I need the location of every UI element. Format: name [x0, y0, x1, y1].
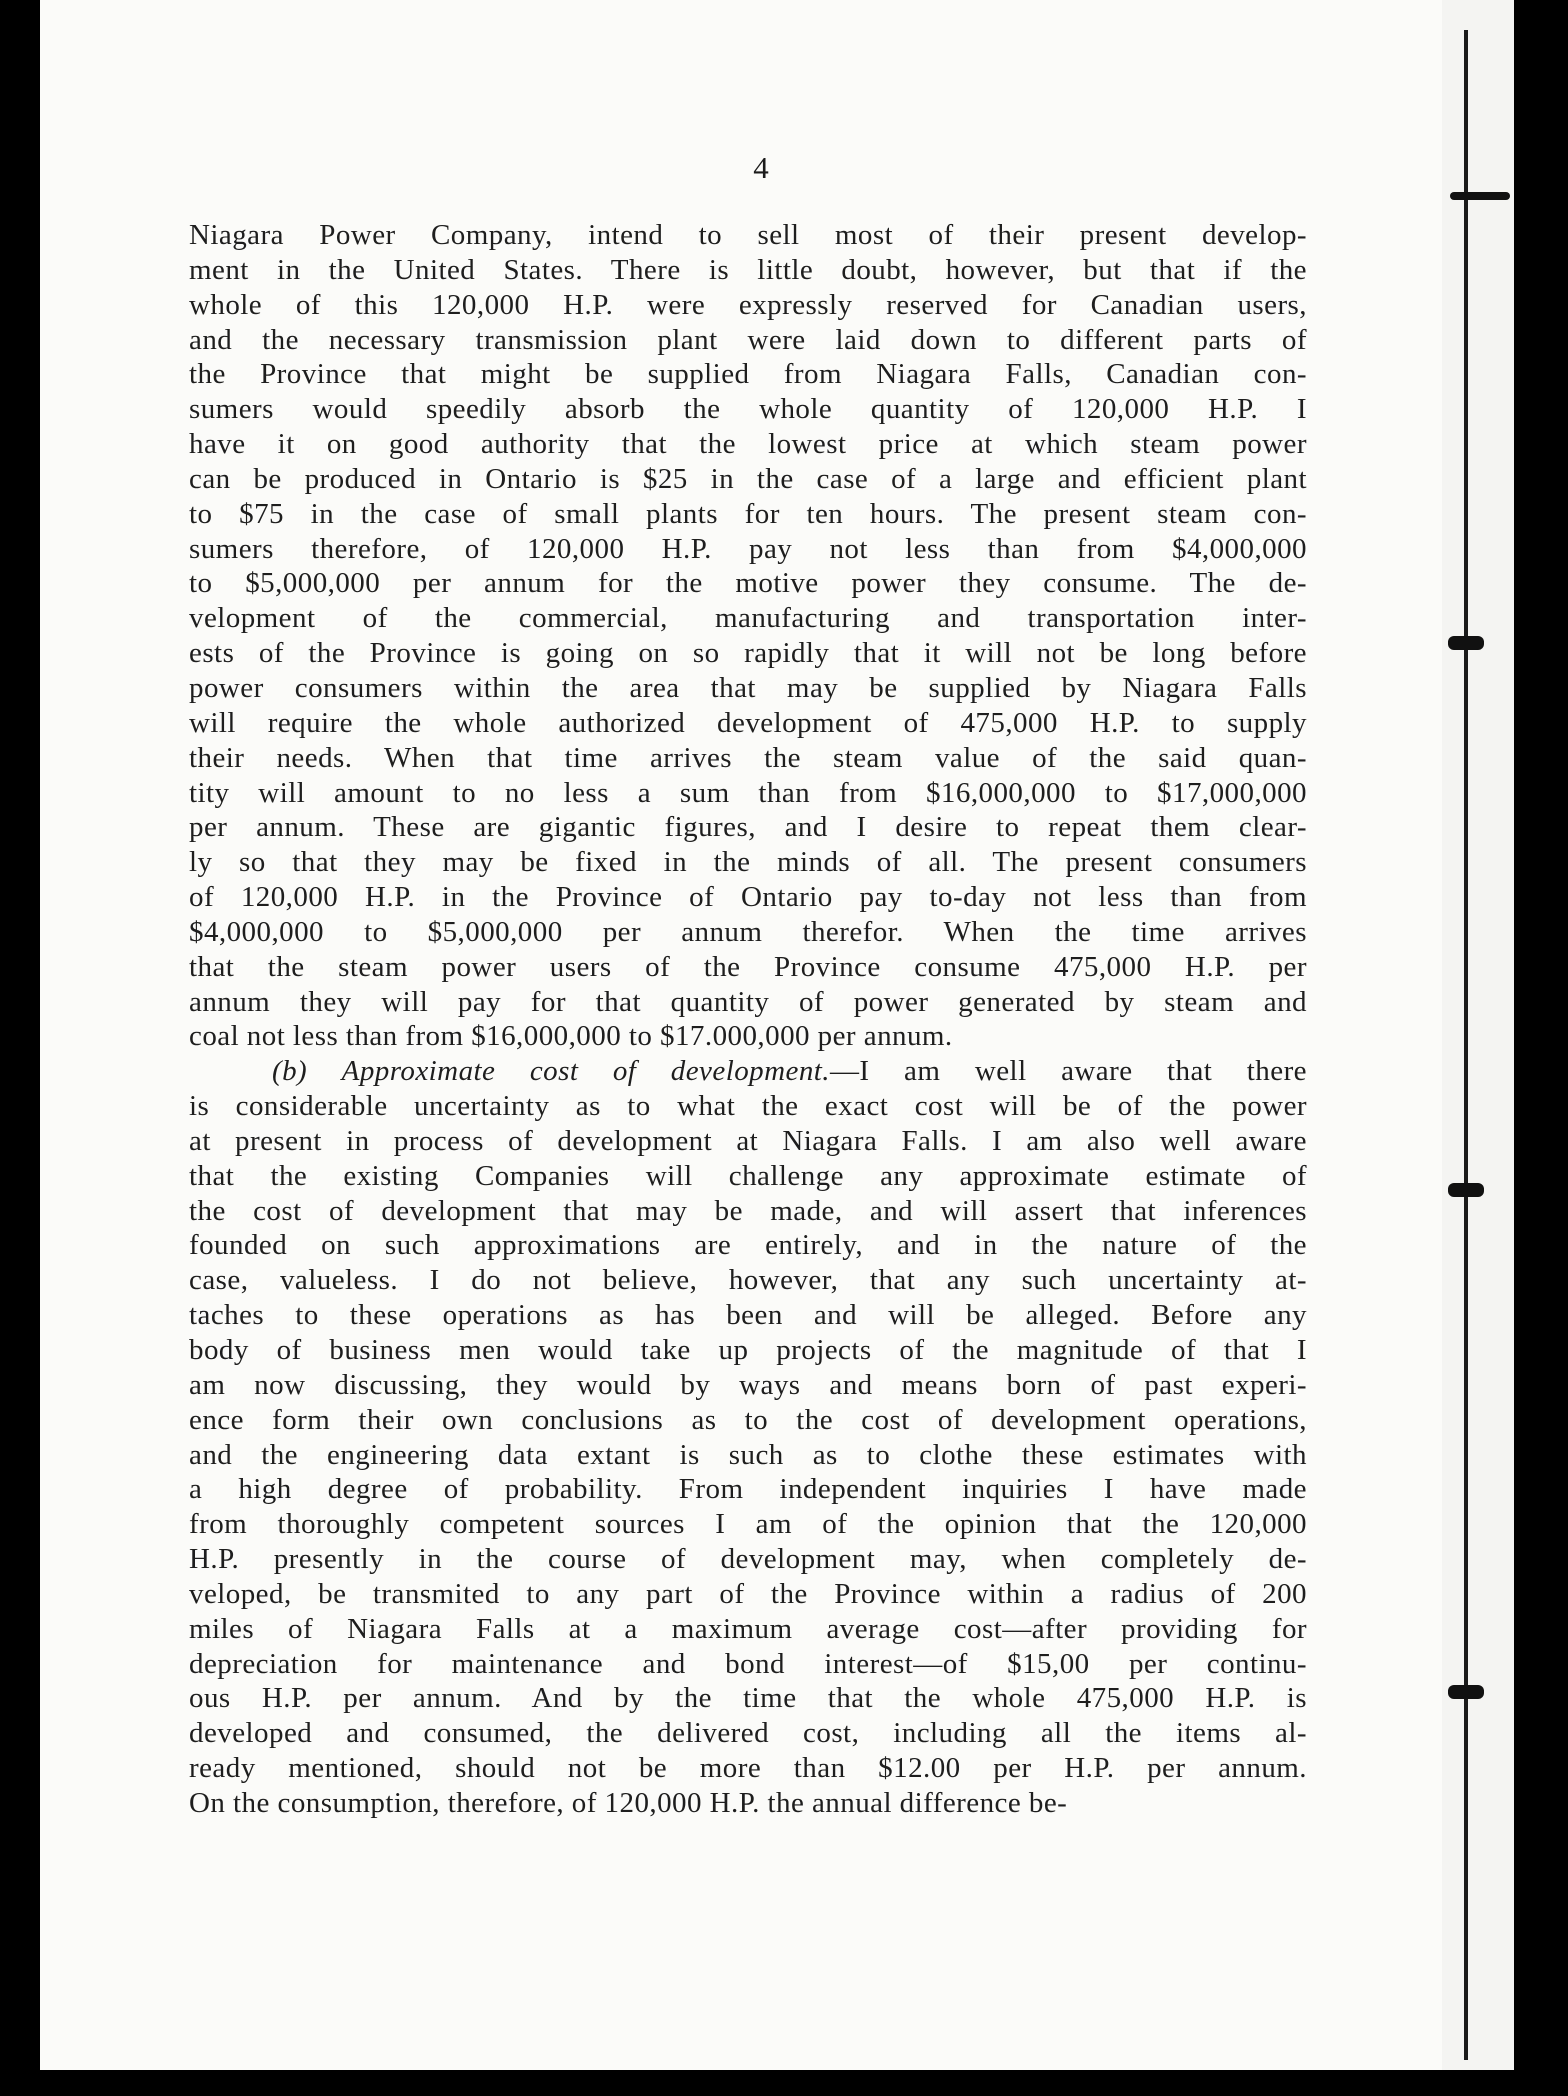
text-line: and the necessary transmission plant were laid down to different parts of [189, 323, 1307, 356]
document-page [40, 0, 1482, 2070]
text-line: $4,000,000 to $5,000,000 per annum therefor. When the time arrives [189, 915, 1307, 948]
page-number: 4 [753, 150, 769, 185]
text-line: from thoroughly competent sources I am of the opinion that the 120,000 [189, 1508, 1307, 1541]
text-line: the Province that might be supplied from Niagara Falls, Canadian con- [189, 358, 1307, 391]
text-line: will require the whole authorized development of 475,000 H.P. to supply [189, 706, 1307, 739]
text-line: per annum. These are gigantic figures, and I desire to repeat them clear- [189, 811, 1307, 844]
text-line: coal not less than from $16,000,000 to $17.000,000 per annum. [189, 1020, 953, 1053]
binding-stitch [1448, 1685, 1484, 1699]
text-line: miles of Niagara Falls at a maximum average cost—after providing for [189, 1612, 1307, 1645]
text-line: tity will amount to no less a sum than from $16,000,000 to $17,000,000 [189, 776, 1307, 809]
text-line: power consumers within the area that may be supplied by Niagara Falls [189, 671, 1307, 704]
text-line: to $75 in the case of small plants for ten hours. The present steam con- [189, 497, 1307, 530]
text-line: their needs. When that time arrives the steam value of the said quan- [189, 741, 1307, 774]
text-line: and the engineering data extant is such as to clothe these estimates with [189, 1438, 1307, 1471]
text-line: ence form their own conclusions as to the cost of development operations, [189, 1403, 1307, 1436]
text-line: that the existing Companies will challenge any approximate estimate of [189, 1159, 1307, 1192]
text-line: taches to these operations as has been and will be alleged. Before any [189, 1299, 1307, 1332]
text-line: founded on such approximations are entirely, and in the nature of the [189, 1229, 1307, 1262]
text-line: velopment of the commercial, manufacturing and transportation inter- [189, 602, 1307, 635]
text-line: H.P. presently in the course of development may, when completely de- [189, 1543, 1307, 1576]
text-line: sumers would speedily absorb the whole quantity of 120,000 H.P. I [189, 393, 1307, 426]
text-line: the cost of development that may be made, and will assert that inferences [189, 1194, 1307, 1227]
binding-spine [1464, 30, 1468, 2060]
binding-stitch [1450, 192, 1510, 200]
paragraph-heading-line [189, 1054, 1307, 1089]
text-line: developed and consumed, the delivered cost, including all the items al- [189, 1717, 1307, 1750]
text-line: ests of the Province is going on so rapidly that it will not be long before [189, 637, 1307, 670]
text-line: can be produced in Ontario is $25 in the case of a large and efficient plant [189, 462, 1307, 495]
text-line: ment in the United States. There is little doubt, however, but that if the [189, 253, 1307, 286]
text-line: have it on good authority that the lowest price at which steam power [189, 428, 1307, 461]
text-line: annum they will pay for that quantity of power generated by steam and [189, 985, 1307, 1018]
text-line: ready mentioned, should not be more than $12.00 per H.P. per annum. [189, 1752, 1307, 1785]
paragraph-title: Approximate cost of development. [341, 1055, 830, 1088]
text-line: Niagara Power Company, intend to sell most of their present develop- [189, 219, 1307, 251]
binding-stitch [1448, 636, 1484, 650]
text-line: ly so that they may be fixed in the minds of all. The present consumers [189, 846, 1307, 879]
text-line: body of business men would take up projects of the magnitude of that I [189, 1334, 1307, 1366]
binding-gutter [1442, 0, 1514, 2070]
text-line: sumers therefore, of 120,000 H.P. pay not less than from $4,000,000 [189, 532, 1307, 565]
text-line: depreciation for maintenance and bond interest—of $15,00 per continu- [189, 1647, 1307, 1680]
text-line: veloped, be transmited to any part of the Province within a radius of 200 [189, 1577, 1307, 1610]
text-line: am now discussing, they would by ways and means born of past experi- [189, 1368, 1307, 1401]
text-line: ous H.P. per annum. And by the time that the whole 475,000 H.P. is [189, 1682, 1307, 1715]
text-line: of 120,000 H.P. in the Province of Ontario pay to-day not less than from [189, 881, 1307, 914]
text-line: On the consumption, therefore, of 120,000 H.P. the annual difference be- [189, 1786, 1068, 1819]
text-line: that the steam power users of the Province consume 475,000 H.P. per [189, 950, 1307, 983]
text-line: a high degree of probability. From independent inquiries I have made [189, 1473, 1307, 1506]
text-line: at present in process of development at Niagara Falls. I am also well aware [189, 1124, 1307, 1157]
text-line: case, valueless. I do not believe, however, that any such uncertainty at- [189, 1264, 1307, 1297]
body-text [189, 218, 1307, 1821]
text-line: to $5,000,000 per annum for the motive power they consume. The de- [189, 567, 1307, 600]
paragraph-lead: —I am well aware that there [829, 1055, 1307, 1088]
text-line: whole of this 120,000 H.P. were expressly reserved for Canadian users, [189, 288, 1307, 321]
binding-stitch [1448, 1183, 1484, 1197]
text-line: is considerable uncertainty as to what the exact cost will be of the power [189, 1090, 1307, 1123]
paragraph-label: (b) [272, 1055, 308, 1088]
